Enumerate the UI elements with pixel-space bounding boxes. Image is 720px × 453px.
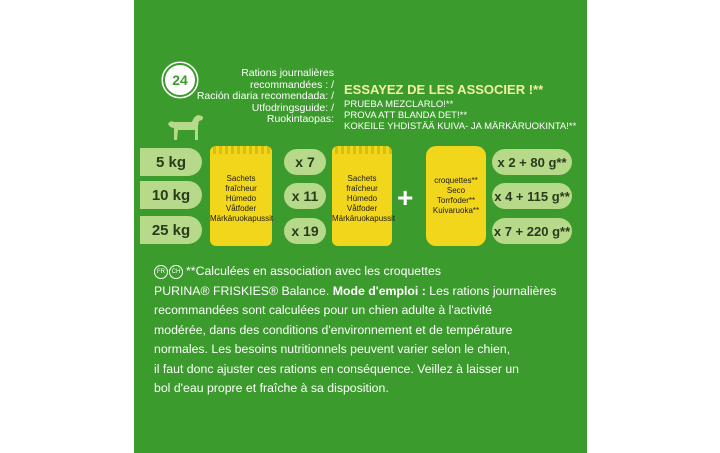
- instructions-line-2a: PURINA® FRISKIES® Balance.: [154, 283, 333, 298]
- dry-bag-line-1: croquettes**: [434, 176, 478, 185]
- wet-bag-line-3: Våtfoder: [225, 204, 257, 213]
- weight-25kg: 25 kg: [140, 216, 202, 244]
- ration-label-es: Ración diaria recomendada: /: [196, 90, 334, 102]
- associate-line-fi: KOKEILE YHDISTÄÄ KUIVA- JA MÄRKÄRUOKINTA!**: [344, 121, 577, 132]
- instructions-line-2b: Les rations journalières: [425, 283, 557, 298]
- instructions-line-1: **Calculées en association avec les croquettes: [186, 264, 441, 278]
- ration-label-se: Utfodringsguide: /: [251, 101, 334, 114]
- wet-bag2-line-1: Sachets fraîcheur: [346, 174, 378, 193]
- associate-line-se: PROVA ATT BLANDA DET!**: [344, 110, 468, 121]
- clock-label: 24: [172, 72, 188, 88]
- instructions-line-5: normales. Les besoins nutritionnels peuvent varier selon le chien,: [154, 342, 511, 356]
- wet-count-5kg: x 7: [284, 149, 326, 175]
- wet-count-10kg: x 11: [284, 183, 326, 209]
- instructions-line-6: il faut donc ajuster ces rations en conséquence. Veillez à laisser un: [154, 361, 520, 376]
- instructions-text: [154, 262, 574, 399]
- weight-5kg: 5 kg: [140, 148, 202, 176]
- instructions-line-4: modérée, dans des conditions d'environnement et de température: [154, 322, 513, 337]
- dry-food-bag: [426, 146, 486, 246]
- flag-fr: FR: [154, 265, 168, 279]
- ration-label-fi: Ruokintaopas:: [266, 113, 334, 125]
- wet-bag-line-4: Märkäruokapussit: [210, 214, 274, 223]
- instructions-line-3: recommandées sont calculées pour un chien adulte à l'activité: [154, 303, 492, 317]
- wet-food-pouch-combo: [332, 146, 396, 246]
- mixed-count-25kg: x 7 + 220 g**: [492, 218, 572, 244]
- wet-bag2-line-4: Märkäruokapussit: [332, 214, 396, 223]
- dry-bag-line-2: Seco: [446, 186, 466, 195]
- wet-bag-line-1: Sachets fraîcheur: [225, 174, 257, 193]
- ration-label-fr1: Rations journalières: [241, 67, 334, 79]
- associate-line-es: PRUEBA MEZCLARLO!**: [344, 99, 454, 110]
- weight-10kg: 10 kg: [140, 181, 202, 209]
- wet-bag2-line-3: Våtfoder: [346, 204, 378, 213]
- instructions-mode-emploi: Mode d'emploi :: [332, 283, 426, 298]
- mixed-count-10kg: x 4 + 115 g**: [492, 183, 572, 209]
- wet-food-pouch: [210, 146, 272, 246]
- mixed-count-5kg: x 2 + 80 g**: [492, 149, 572, 175]
- ration-labels: [194, 68, 334, 126]
- dry-bag-line-4: Kuivaruoka**: [432, 206, 480, 215]
- flag-ch: CH: [169, 265, 183, 279]
- country-flags: [154, 262, 184, 282]
- dry-bag-line-3: Torrfoder**: [436, 196, 476, 205]
- feeding-guide-panel: [134, 0, 587, 453]
- associate-heading: [344, 82, 584, 132]
- wet-count-25kg: x 19: [284, 218, 326, 244]
- wet-bag2-line-2: Húmedo: [346, 194, 378, 203]
- associate-title: ESSAYEZ DE LES ASSOCIER !**: [344, 82, 544, 97]
- wet-bag-line-2: Húmedo: [225, 194, 257, 203]
- instructions-line-7: bol d'eau propre et fraîche à sa disposition.: [154, 381, 389, 395]
- ration-label-fr2: recommandées : /: [249, 78, 334, 91]
- plus-sign: +: [397, 182, 414, 213]
